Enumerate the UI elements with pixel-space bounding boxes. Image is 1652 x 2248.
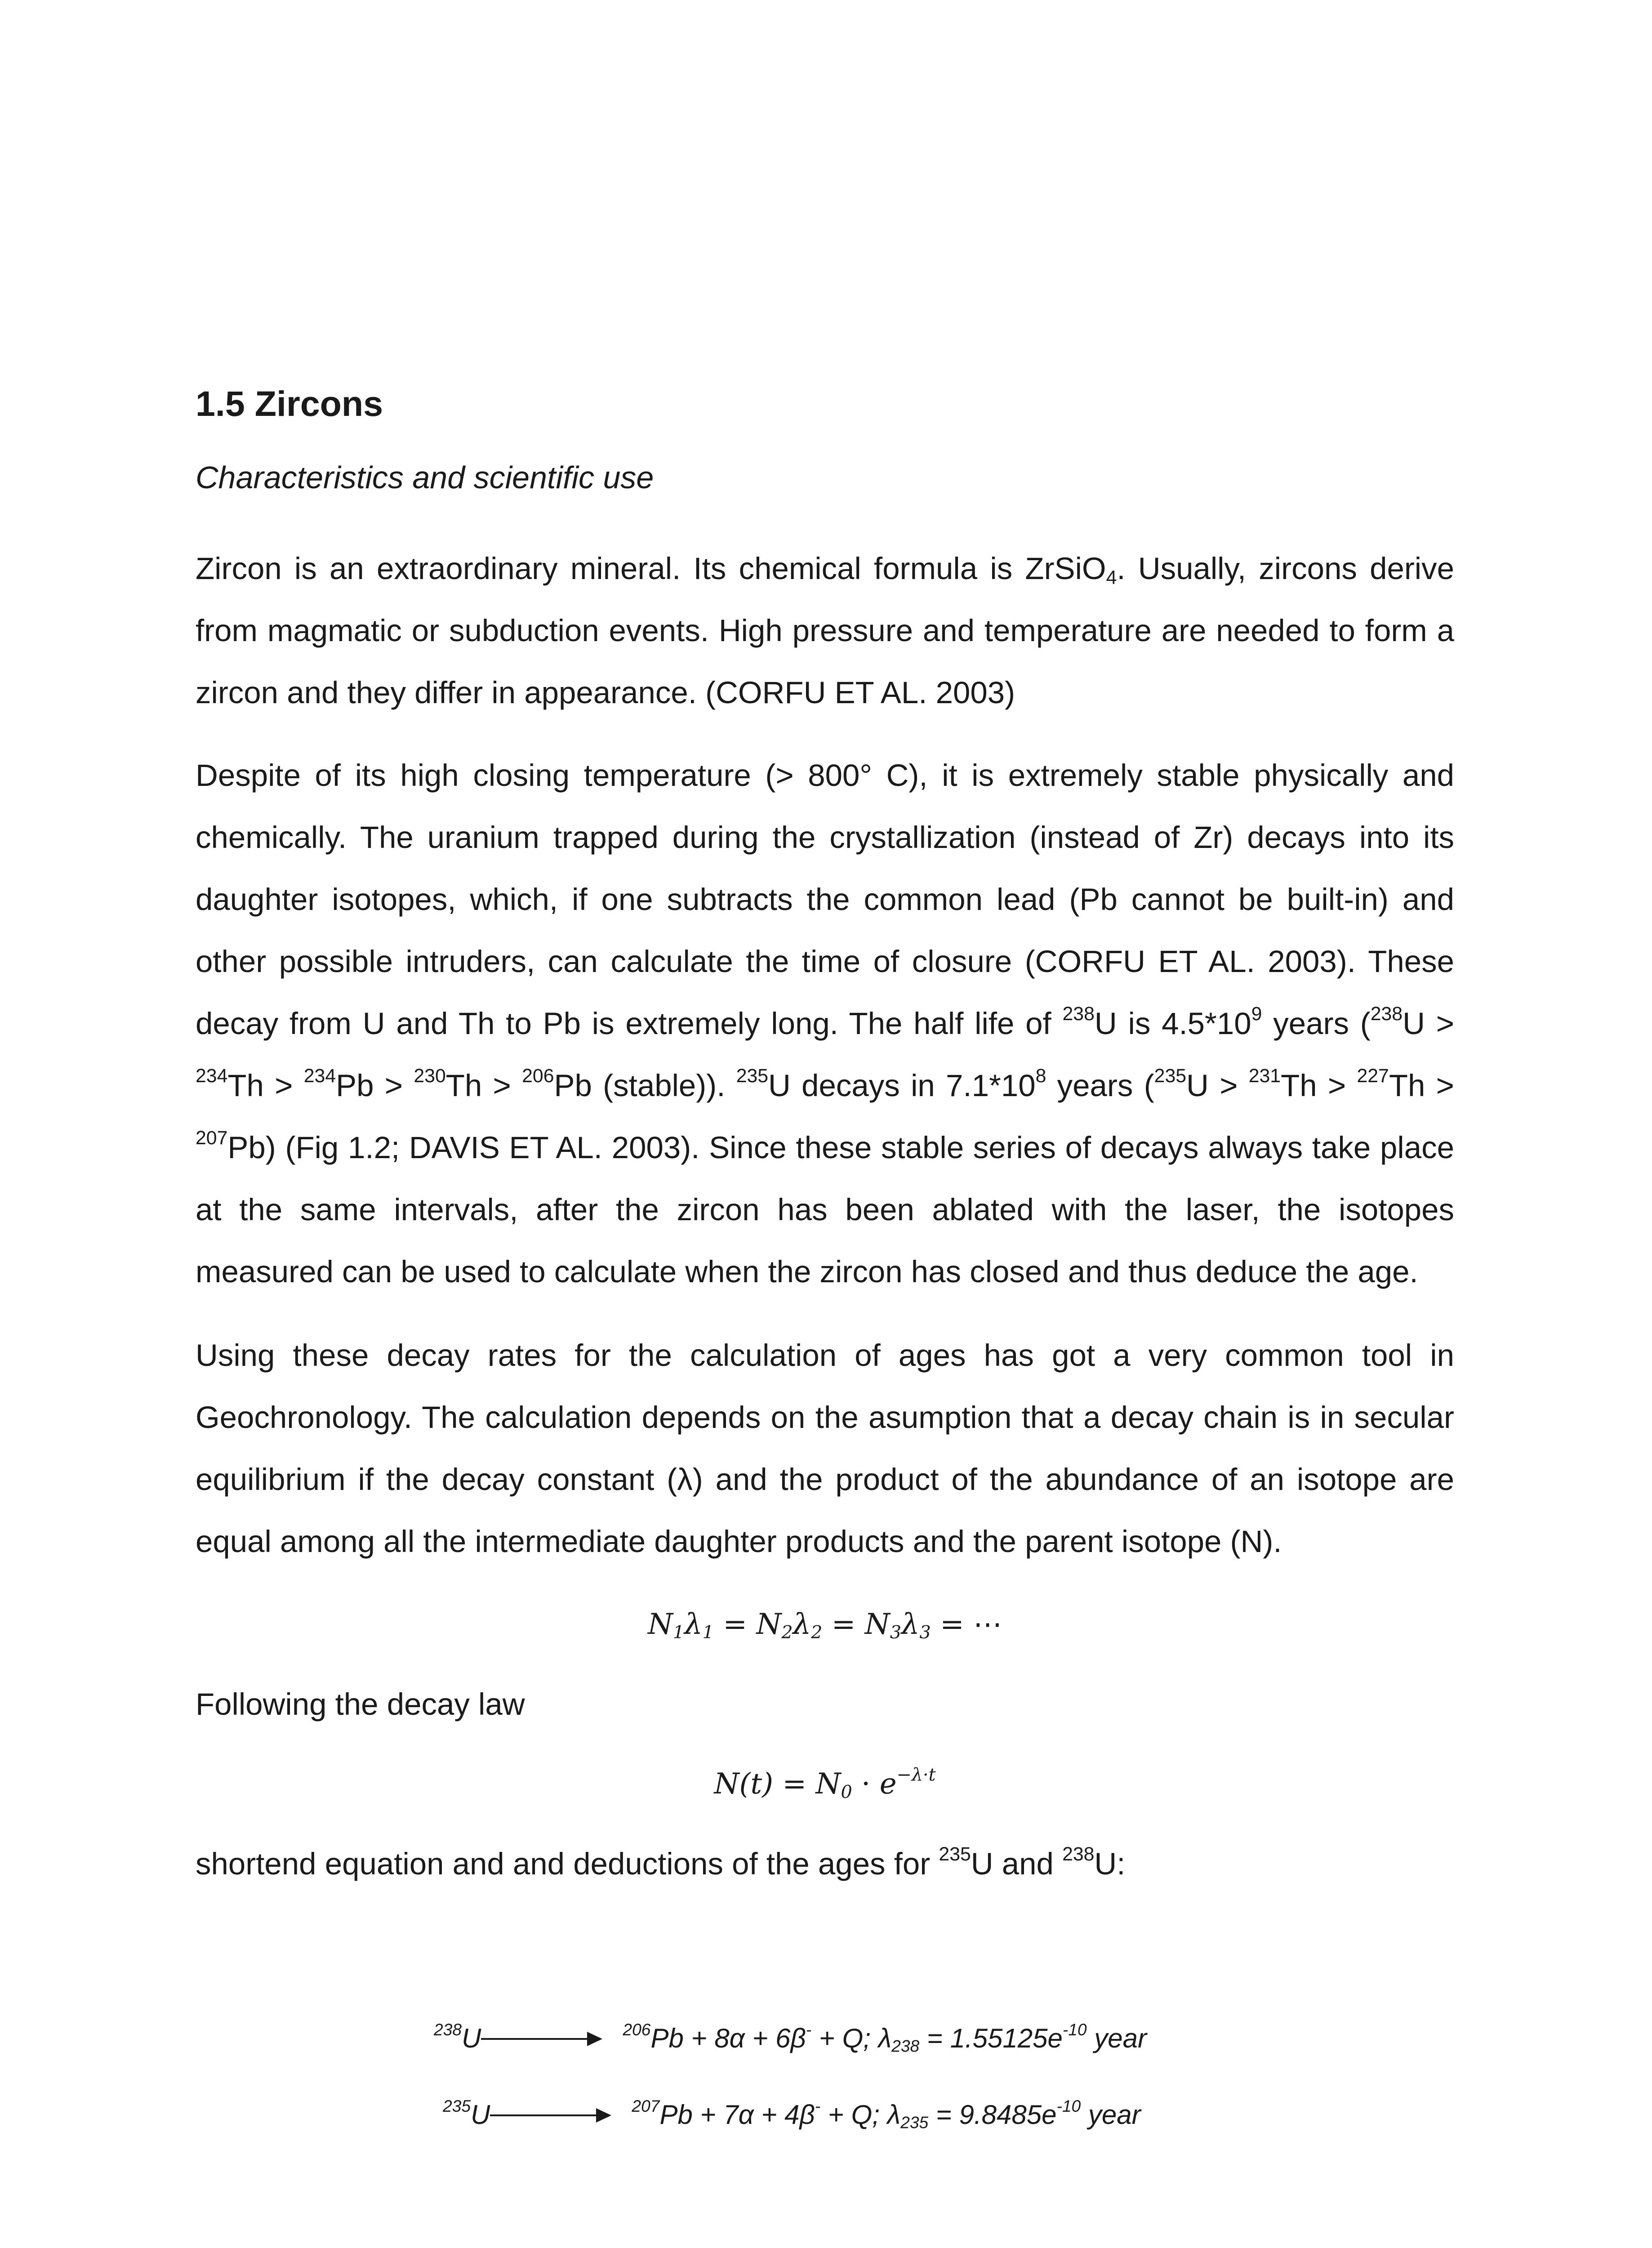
parent-isotope-u238: $^{238}$U (434, 2020, 481, 2054)
decay-law-label: Following the decay law (196, 1687, 525, 1722)
document-page (196, 0, 1454, 2248)
right-arrow-icon (481, 2032, 602, 2045)
decay-equation-u235 (443, 2091, 1141, 2136)
equation-decay-law: $N(t) = N_0 \cdot e^{-\lambda\cdot t}$ (714, 1764, 936, 1802)
paragraph-secular-equilibrium: Using these decay rates for the calculation of ages has got a very common tool in Geochronology. The calculation depends on the asumption that a decay chain is in secular equilibrium if the decay constant (λ) and the product of the abundance of an isotope are equal among all the intermediate daughter products and the parent isotope (N). (196, 1338, 1454, 1559)
paragraph-decay-description: Despite of its high closing temperature (> 800° C), it is extremely stable physically and chemically. The uranium trapped during the crystallization (instead of Zr) decays into its daughter isotopes, which, if one subtracts the common lead (Pb cannot be built-in) and other possible intruders, can calculate the time of closure (CORFU ET AL. 2003). These decay from U and Th to Pb is extremely long. The half life of $^{238}$U is $4.5*10^9$ years ($^{238}$U > $^{234}$Th > $^{234}$Pb > $^{230}$Th > $^{206}$Pb (stable)). $^{235}$U decays in $7.1*10^8$ years ($^{235}$U > $^{231}$Th > $^{227}$Th > $^{207}$Pb) (Fig 1.2; DAVIS ET AL. 2003). Since these stable series of decays always take place at the same intervals, after the zircon has been ablated with the laser, the isotopes measured can be used to calculate when the zircon has closed and thus deduce the age. (196, 758, 1454, 1289)
equation-secular-equilibrium: $N_1\lambda_1 = N_2\lambda_2 = N_3\lambda_3$ = ⋯ (647, 1608, 1002, 1643)
paragraph-zircon-intro: Zircon is an extraordinary mineral. Its chemical formula is ZrSiO$_4$. Usually, zircons derive from magmatic or subduction events. High pressure and temperature are needed to form a zircon and they differ in appearance. (CORFU ET AL. 2003) (196, 551, 1454, 710)
decay-equation-u238 (434, 2014, 1147, 2059)
section-subtitle: Characteristics and scientific use (196, 460, 654, 495)
section-heading: 1.5 Zircons (196, 384, 383, 424)
decay-products-u238: $^{206}$Pb + 8α + 6β- + Q; $\lambda_{238} = 1.55125e^{-10}$ year (623, 2020, 1147, 2056)
right-arrow-icon (490, 2108, 611, 2122)
ages-deduction-label: shortend equation and and deductions of the ages for $^{235}$U and $^{238}$U: (196, 1843, 1126, 1881)
parent-isotope-u235: $^{235}$U (443, 2096, 490, 2130)
decay-products-u235: $^{207}$Pb + 7α + 4β- + Q; $\lambda_{235} = 9.8485e^{-10}$ year (632, 2096, 1141, 2132)
